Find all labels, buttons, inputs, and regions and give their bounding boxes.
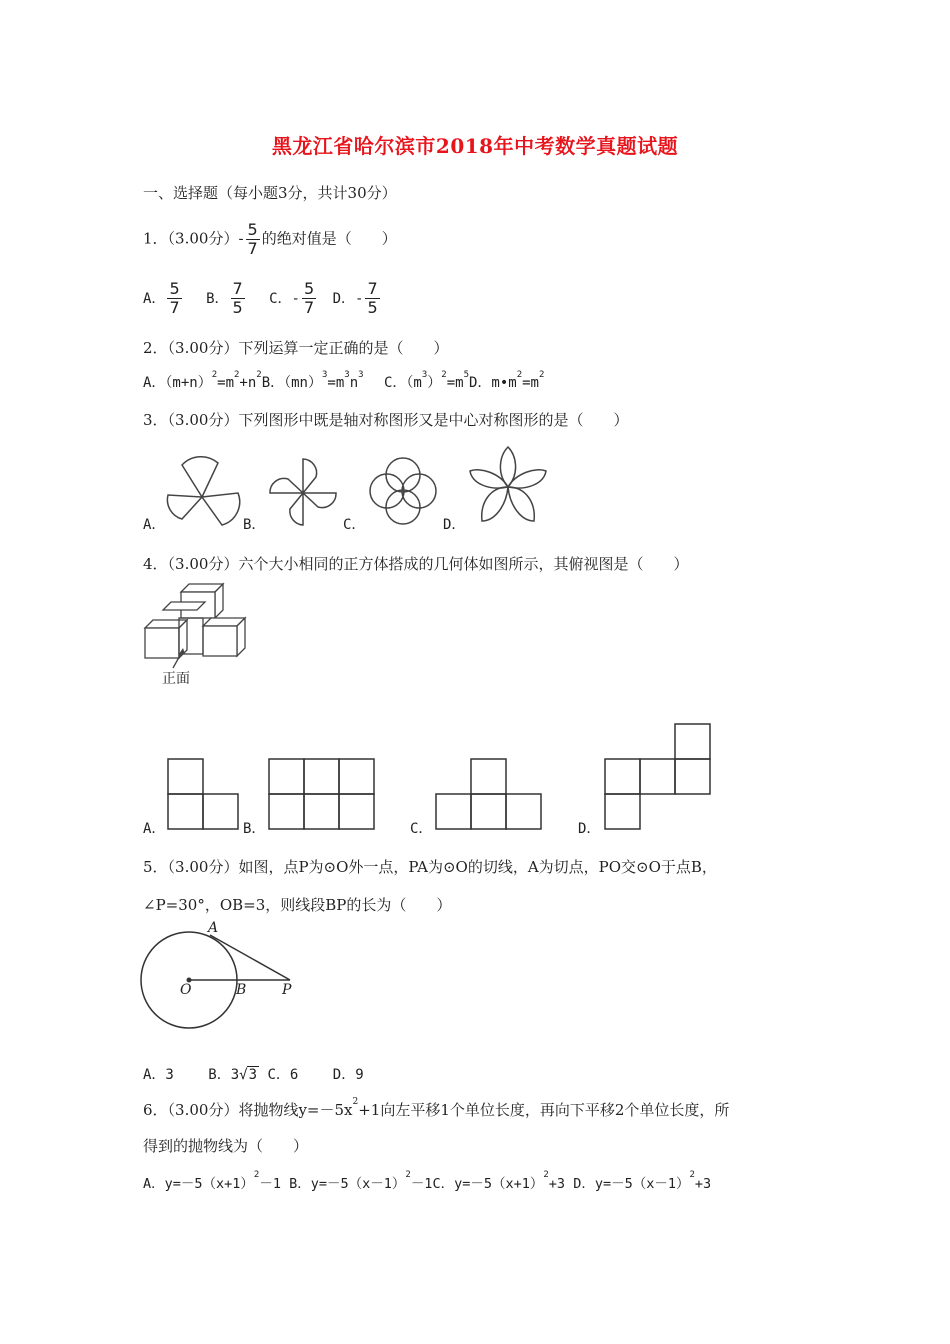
four-circles-figure bbox=[366, 455, 441, 530]
q3-option-a[interactable]: A． bbox=[143, 517, 166, 533]
point-o-label: O bbox=[180, 982, 192, 998]
option-c[interactable]: C．$(m^3)^2=m^5$ bbox=[384, 370, 469, 391]
option-d[interactable]: D．- $\frac{7}{5}$ bbox=[332, 279, 378, 317]
option-d[interactable]: D．$y=-5(x-1)^2+3$ bbox=[573, 1170, 712, 1192]
option-b[interactable]: B．$(mn)^3=m^3n^3$ bbox=[261, 370, 364, 391]
section-heading: 一、选择题（每小题3分，共计30分） bbox=[143, 184, 397, 202]
pinwheel-figure bbox=[160, 455, 250, 535]
question-1-options bbox=[143, 280, 382, 317]
option-b[interactable]: B．$y=-5(x-1)^2-1$ bbox=[289, 1170, 433, 1192]
five-petal-flower-figure bbox=[468, 445, 548, 527]
question-6-line2: 得到的抛物线为（ ） bbox=[143, 1137, 309, 1155]
question-6-line1: 6．（3.00分）将抛物线$y=-5x^2+1$向左平移1个单位长度，再向下平移2个单位长度，所 bbox=[143, 1097, 730, 1119]
option-a[interactable]: A．3 bbox=[143, 1067, 174, 1083]
option-d[interactable]: D．9 bbox=[332, 1067, 364, 1083]
option-c[interactable]: C．6 bbox=[267, 1067, 299, 1083]
option-c[interactable]: C．- $\frac{5}{7}$ bbox=[269, 279, 315, 317]
q4-option-d[interactable]: D． bbox=[578, 821, 601, 837]
option-d[interactable]: D．$m•m^2=m^2$ bbox=[468, 370, 545, 391]
question-1-stem: 1．（3.00分）- $\frac{5}{7}$ 的绝对值是（ ） bbox=[143, 220, 397, 258]
question-2-stem: 2．（3.00分）下列运算一定正确的是（ ） bbox=[143, 339, 449, 357]
fraction: $\frac{5}{7}$ bbox=[247, 220, 258, 258]
option-c[interactable]: C．$y=-5(x+1)^2+3$ bbox=[432, 1170, 566, 1192]
q3-option-b[interactable]: B． bbox=[243, 517, 266, 533]
question-5-line2: ∠P=30°，OB=3，则线段BP的长为（ ） bbox=[143, 896, 452, 914]
option-a[interactable]: A．$(m+n)^2=m^2+n^2$ bbox=[143, 370, 262, 391]
q4-option-a[interactable]: A． bbox=[143, 821, 166, 837]
option-a[interactable]: A．$y=-5(x+1)^2-1$ bbox=[143, 1170, 281, 1192]
page-title: 黑龙江省哈尔滨市2018年中考数学真题试题 bbox=[271, 134, 679, 158]
point-b-label: B bbox=[236, 982, 247, 998]
cube-stack-figure bbox=[143, 580, 263, 670]
question-6-options bbox=[143, 1172, 711, 1192]
front-view-label: 正面 bbox=[162, 671, 190, 687]
q4-option-b[interactable]: B． bbox=[243, 821, 266, 837]
question-5-options bbox=[143, 1064, 364, 1084]
windmill-figure bbox=[268, 455, 338, 535]
option-b[interactable]: B．3√3 bbox=[208, 1067, 258, 1083]
option-a[interactable]: A． $\frac{5}{7}$ bbox=[143, 279, 180, 317]
point-a-label: A bbox=[208, 920, 219, 936]
option-b[interactable]: B． $\frac{7}{5}$ bbox=[206, 279, 243, 317]
q4-option-c[interactable]: C． bbox=[410, 821, 433, 837]
question-4-stem: 4．（3.00分）六个大小相同的正方体搭成的几何体如图所示，其俯视图是（ ） bbox=[143, 555, 689, 573]
question-3-stem: 3．（3.00分）下列图形中既是轴对称图形又是中心对称图形的是（ ） bbox=[143, 411, 629, 429]
question-5-line1: 5．（3.00分）如图，点P为⊙O外一点，PA为⊙O的切线，A为切点，PO交⊙O于点B， bbox=[143, 858, 717, 876]
q3-option-c[interactable]: C． bbox=[343, 517, 366, 533]
q3-option-d[interactable]: D． bbox=[443, 517, 466, 533]
question-2-options bbox=[143, 372, 544, 392]
point-p-label: P bbox=[282, 982, 292, 998]
top-view-options bbox=[168, 722, 728, 832]
